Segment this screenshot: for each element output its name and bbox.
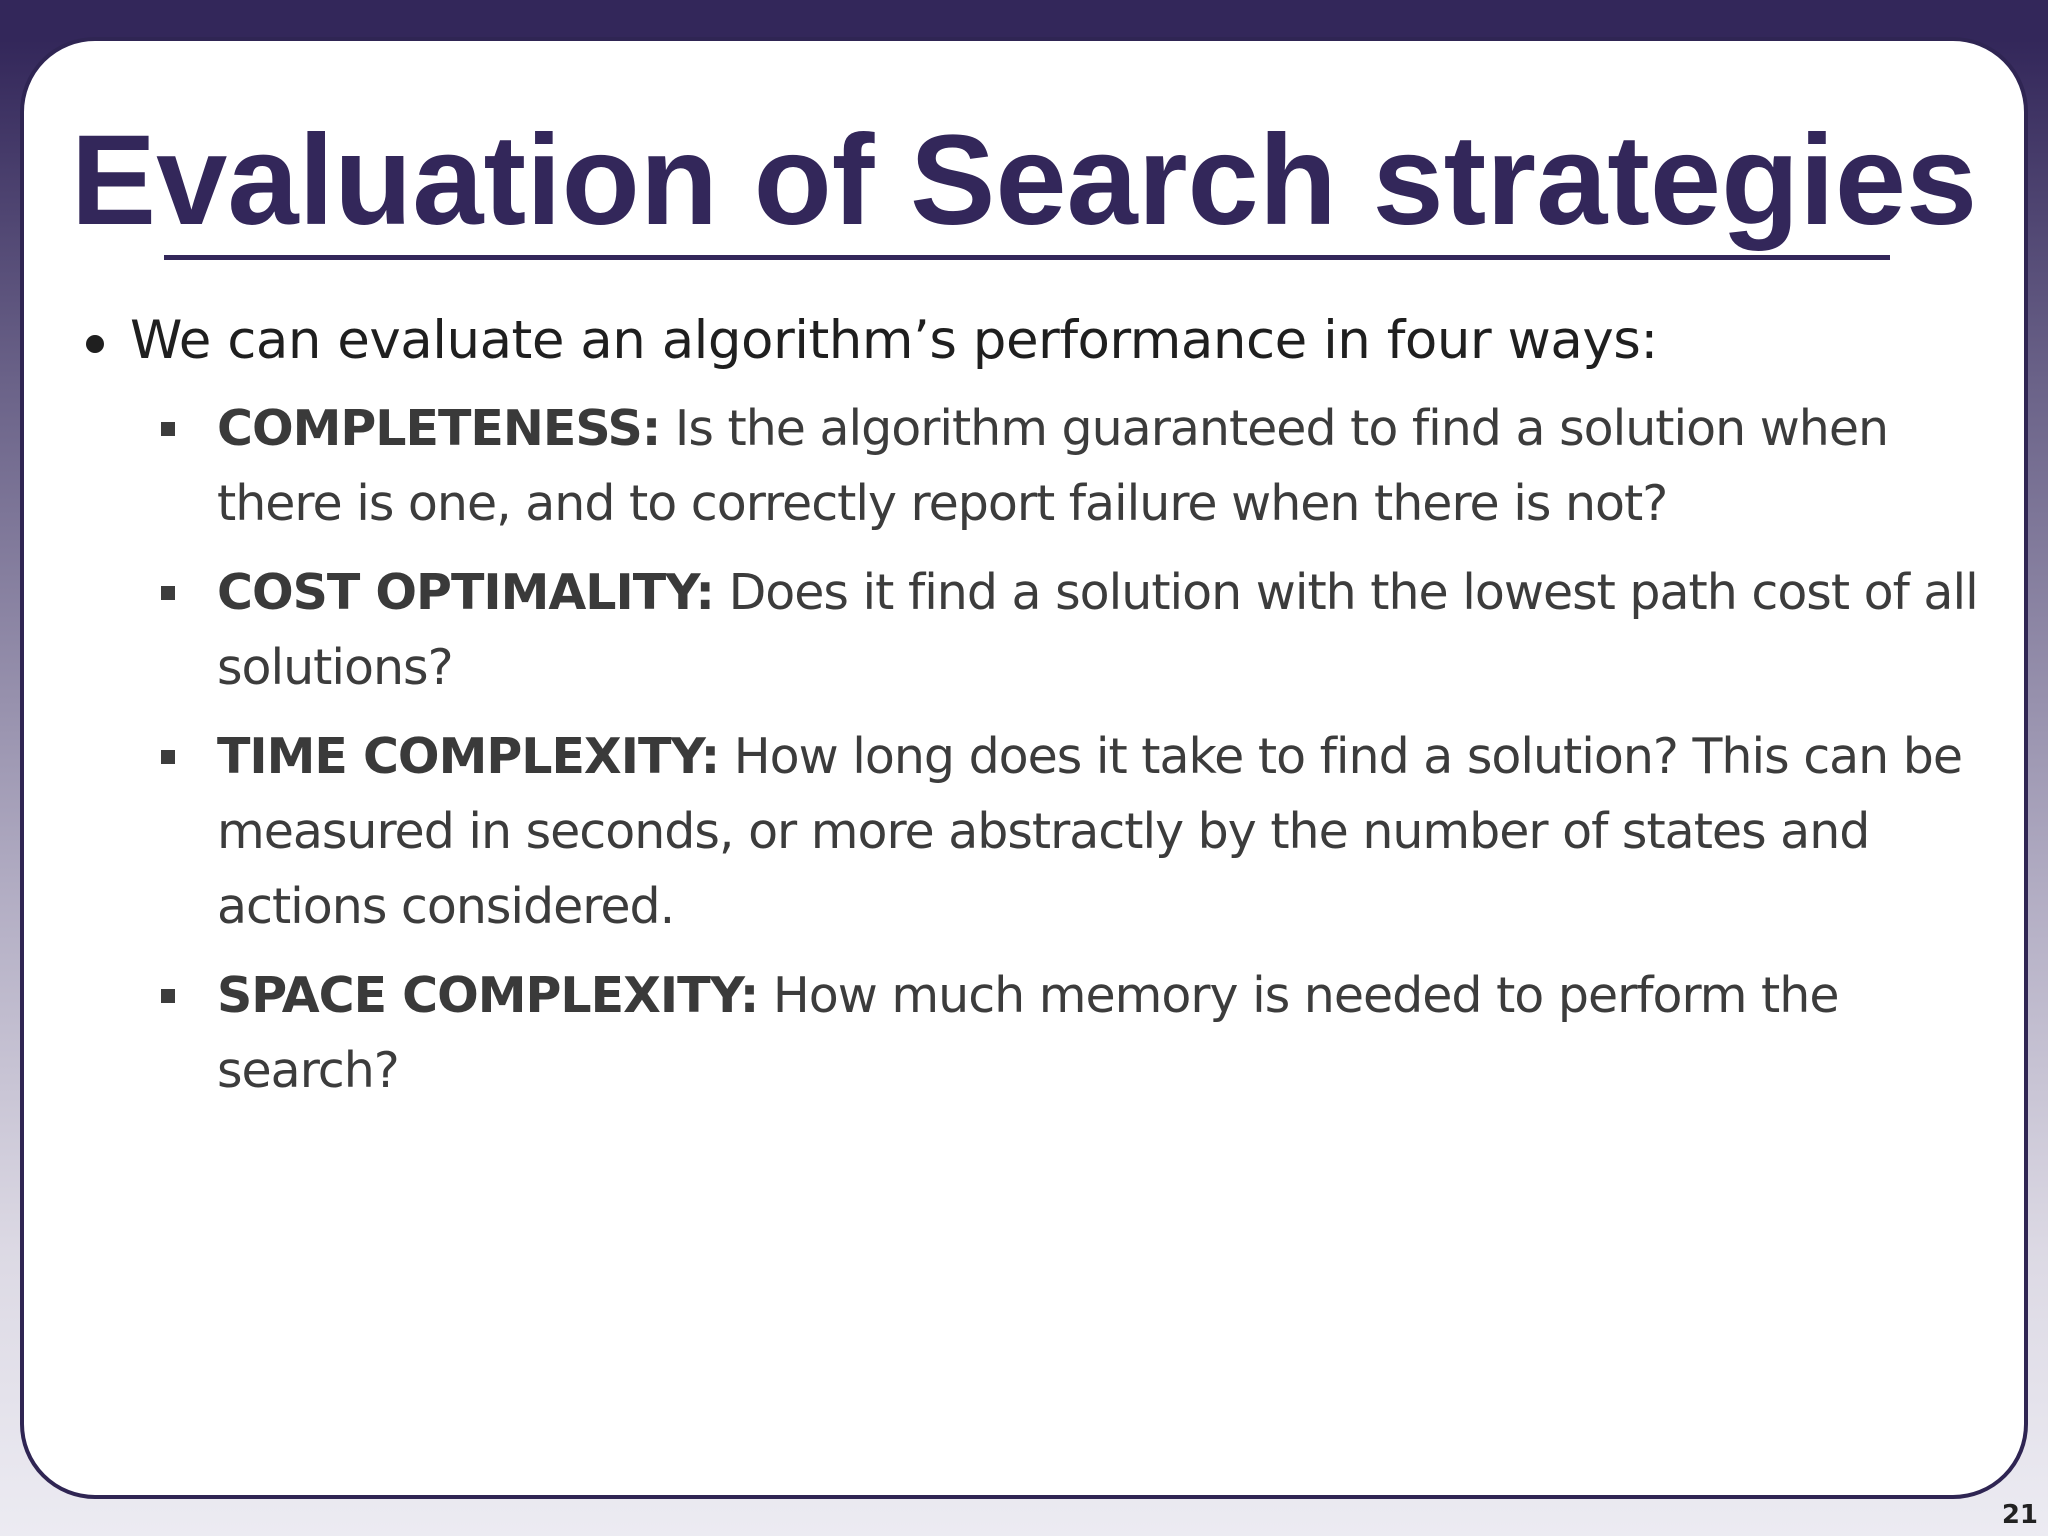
intro-text: We can evaluate an algorithm’s performance in four ways: <box>130 310 1658 371</box>
title-underline <box>164 255 1890 260</box>
criterion-description: Is the algorithm guaranteed to find a solution when there is one, and to correctly report failure when there is not? <box>217 399 1889 532</box>
criterion-term: COMPLETENESS: <box>217 399 661 457</box>
criterion-term: TIME COMPLEXITY: <box>217 727 720 785</box>
criterion-time-complexity <box>217 719 1994 944</box>
square-bullet-icon <box>161 586 175 600</box>
square-bullet-icon <box>161 750 175 764</box>
criterion-description: How long does it take to find a solution? This can be measured in seconds, or more abstractly by the number of states and actions considered. <box>217 727 1963 935</box>
slide-title: Evaluation of Search strategies <box>70 109 1978 252</box>
criterion-description: Does it find a solution with the lowest path cost of all solutions? <box>217 563 1978 696</box>
criterion-cost-optimality <box>217 555 1994 705</box>
slide-content <box>24 309 2024 1122</box>
criterion-term: SPACE COMPLEXITY: <box>217 966 759 1024</box>
criterion-description: How much memory is needed to perform the search? <box>217 966 1839 1099</box>
round-bullet-icon <box>86 335 104 353</box>
intro-bullet <box>130 309 2024 373</box>
criterion-completeness <box>217 391 1994 541</box>
square-bullet-icon <box>161 422 175 436</box>
page-number: 21 <box>2001 1500 2038 1530</box>
criteria-list <box>217 391 1994 1108</box>
slide-panel <box>20 37 2028 1499</box>
criterion-term: COST OPTIMALITY: <box>217 563 714 621</box>
criterion-space-complexity <box>217 958 1994 1108</box>
square-bullet-icon <box>161 989 175 1003</box>
